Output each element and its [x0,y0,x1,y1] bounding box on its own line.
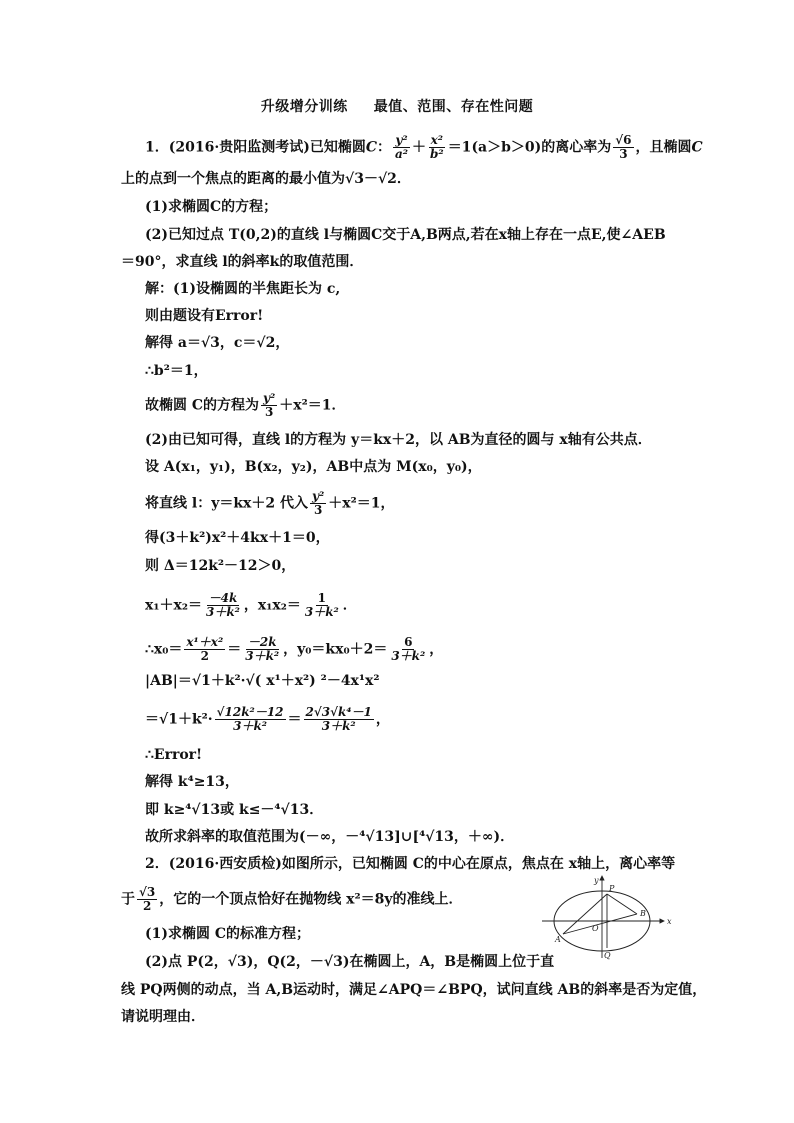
solution-line-1: 解：(1)设椭圆的半焦距长为 c, [145,281,341,297]
title-part2: 最值、范围、存在性问题 [373,99,534,115]
frac-num: √3 [139,885,156,899]
frac-den: 3＋k² [233,719,268,733]
s11-pre: x₁＋x₂＝ [145,597,202,614]
frac-num: 1 [317,591,326,605]
frac-sqrt6-3 [613,134,633,161]
s5-pre: 故椭圆 C的方程为 [145,397,260,414]
q1-part2a: (2)已知过点 T(0,2)的直线 l与椭圆C交于A,B两点,若在x轴上存在一点E,使∠AEB [145,227,666,243]
q1-part1: (1)求椭圆C的方程； [145,199,278,215]
label-y: y [594,876,599,885]
s8-pre: 将直线 l：y＝kx＋2 代入 [145,495,308,512]
frac-m2k [243,636,281,663]
solution-line-15: ∴Error! [145,747,203,763]
frac-num: 6 [404,635,413,649]
s5-post: ＋x²＝1． [279,397,346,414]
q1-var-c2: C [691,139,703,156]
solution-line-11 [145,592,357,619]
frac-num: y² [395,133,408,147]
q2-l2-post: ，它的一个顶点恰好在抛物线 x²＝8y的准线上． [159,891,463,908]
frac-num: 2√3√k⁴－1 [305,705,372,719]
condition: (a＞b＞0) [471,139,542,156]
frac-num: y² [263,391,276,405]
frac-y2-3b [310,490,326,517]
ecc-text: 的离心率为 [541,139,612,156]
frac-den: 3＋k² [205,605,240,619]
q1-number: 1． [145,139,169,156]
label-x: x [667,917,672,926]
frac-sqrt3-2 [137,886,157,913]
q1-tail: ，且椭圆 [635,139,692,156]
frac-num: √6 [615,133,632,147]
frac-den: 3 [313,503,323,517]
frac-6 [389,636,427,663]
frac-ab2 [304,706,374,733]
segment-pb [607,894,637,914]
frac-den: 3 [619,147,628,161]
frac-1 [303,592,341,619]
frac-den: 2 [200,649,209,663]
q1-colon: ： [377,139,391,156]
solution-line-18: 故所求斜率的取值范围为(－∞，－⁴√13]∪[⁴√13，＋∞)． [145,829,515,845]
plus-sign: ＋ [412,139,427,156]
frac-num: √12k²－12 [216,705,284,719]
frac-den: b² [430,147,444,161]
frac-den: 3＋k² [391,649,426,663]
solution-line-8 [145,490,394,517]
solution-line-7: 设 A(x₁，y₁)，B(x₂，y₂)，AB中点为 M(x₀，y₀)， [145,459,482,475]
frac-num: x² [430,133,444,147]
page-title [0,96,794,116]
label-q: Q [604,951,611,960]
q1-line2: 上的点到一个焦点的距离的最小值为√3－√2． [121,171,411,187]
s14-pre: ＝√1＋k²· [145,711,213,728]
s11-end: ． [342,597,357,614]
frac-y2-a2 [393,134,410,161]
frac-x0 [184,636,225,663]
frac-num: －4k [208,591,238,605]
s8-post: ＋x²＝1， [328,495,395,512]
frac-den: 2 [142,899,152,913]
q1-var-c: C [365,139,377,156]
label-a: A [555,935,561,944]
s14-end: ， [375,711,390,728]
solution-line-17: 即 k≥⁴√13或 k≤－⁴√13． [145,802,324,818]
q2-line2 [121,886,462,913]
s14-eq: ＝ [287,711,302,728]
frac-ab1 [215,706,286,733]
solution-line-5 [145,392,346,419]
s11-mid: ，x₁x₂＝ [243,597,301,614]
s12-mid: ，y₀＝kx₀＋2＝ [283,641,388,658]
q2-part2b: 线 PQ两侧的动点，当 A,B运动时，满足∠APQ＝∠BPQ，试问直线 AB的斜率是否为定值， [121,982,707,998]
ellipse-diagram [540,872,678,960]
solution-line-6: (2)由已知可得，直线 l的方程为 y＝kx＋2，以 AB为直径的圆与 x轴有公共点． [145,432,652,448]
s12-eq: ＝ [227,641,242,658]
label-b: B [640,909,646,918]
solution-line-3: 解得 a＝√3，c＝√2， [145,335,290,351]
s12-pre: ∴x₀＝ [145,641,183,658]
label-p: P [609,884,615,893]
solution-line-16: 解得 k⁴≥13， [145,774,239,790]
solution-line-10: 则 Δ＝12k²－12＞0， [145,558,296,574]
label-o: O [592,924,599,933]
frac-y2-3 [261,392,277,419]
solution-line-2: 则由题设有Error! [145,308,264,324]
q2-line1: 2．(2016·西安质检)如图所示，已知椭圆 C的中心在原点，焦点在 x轴上，离心率等 [145,856,676,872]
frac-num: y² [312,489,325,503]
title-part1: 升级增分训练 [260,99,348,115]
q1-source: (2016·贵阳监测考试)已知椭圆 [168,139,366,156]
frac-x2-b2 [428,134,446,161]
frac-num: x¹＋x² [186,635,224,649]
solution-line-4: ∴b²＝1， [145,363,208,379]
solution-line-13: |AB|＝√1＋k²·√( x¹＋x²) ²－4x¹x² [145,673,380,689]
frac-den: 3＋k² [304,605,339,619]
q2-part2a: (2)点 P(2，√3)，Q(2，－√3)在椭圆上，A，B是椭圆上位于直 [145,954,555,970]
frac-den: 3＋k² [321,719,356,733]
q1-line1 [145,134,703,161]
frac-den: 3＋k² [245,649,280,663]
q2-part1: (1)求椭圆 C的标准方程； [145,926,311,942]
q2-l2-pre: 于 [121,891,135,908]
frac-den: a² [395,147,409,161]
eq-one: ＝1 [447,139,472,156]
solution-line-12 [145,636,443,663]
frac-num: －2k [247,635,277,649]
solution-line-14 [145,706,390,733]
q1-part2b: ＝90°，求直线 l的斜率k的取值范围． [121,254,364,270]
q2-part2c: 请说明理由． [121,1009,205,1025]
s12-end: ， [429,641,444,658]
frac-den: 3 [264,405,274,419]
solution-line-9: 得(3＋k²)x²＋4kx＋1＝0， [145,530,330,546]
frac-m4k [204,592,242,619]
